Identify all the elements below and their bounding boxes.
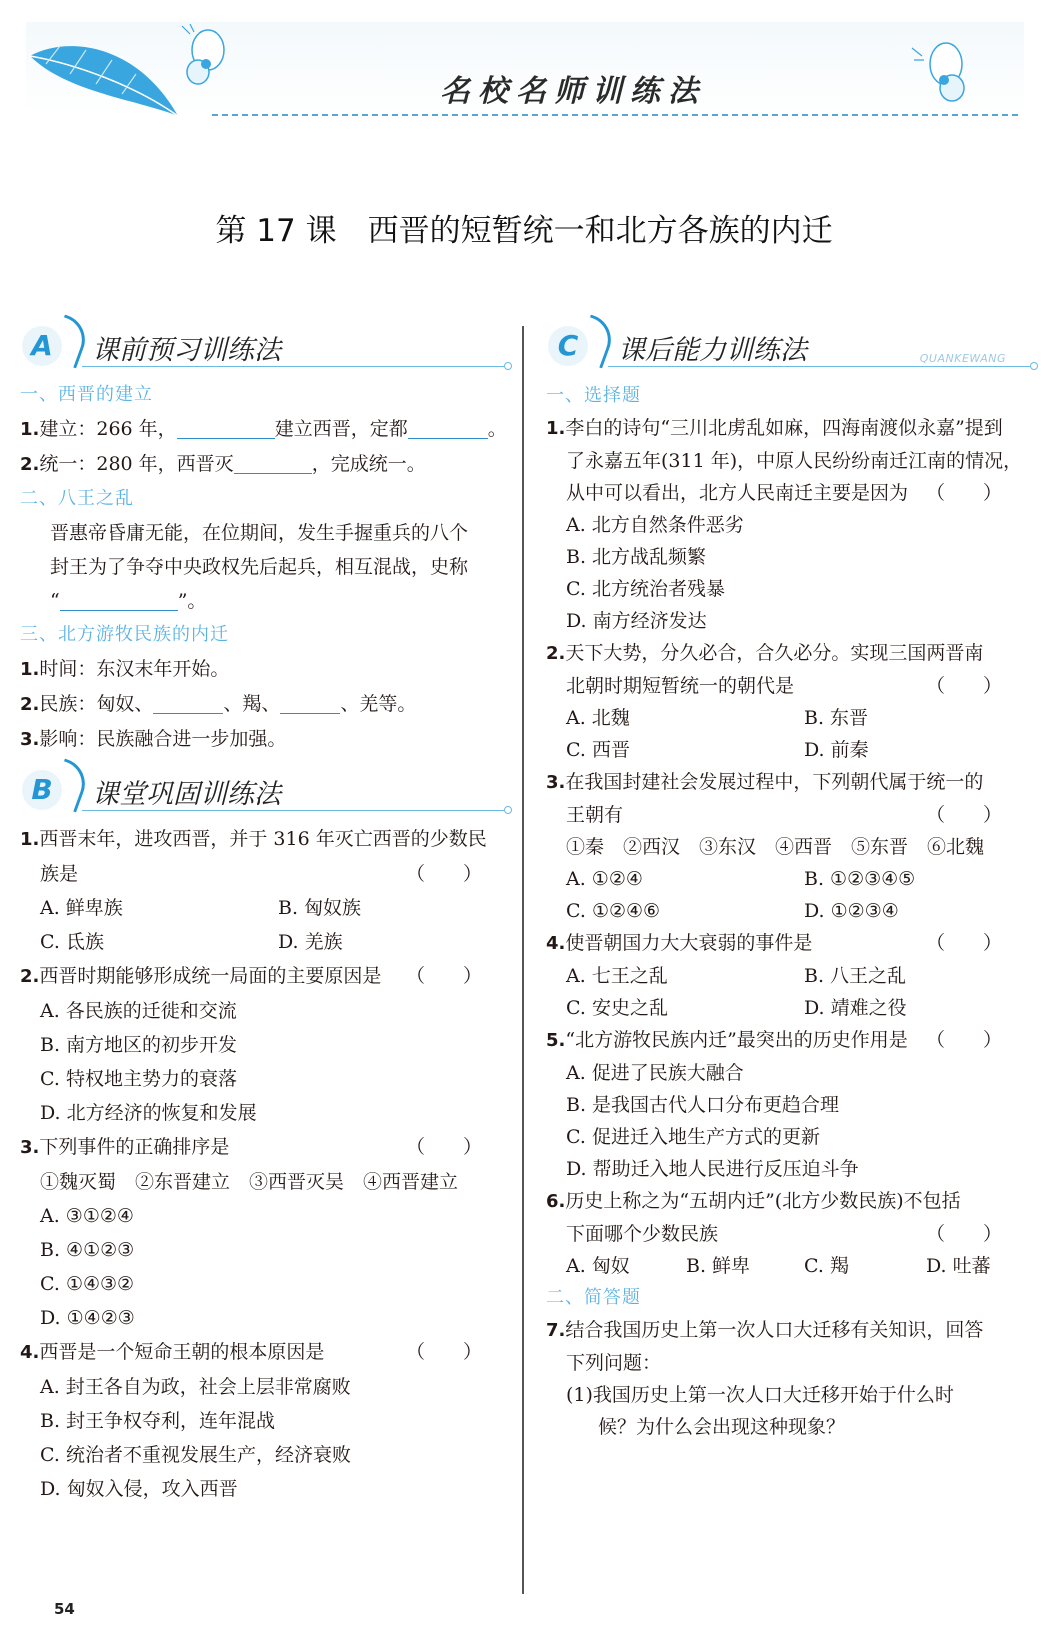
question-number: 2. <box>20 966 40 987</box>
butterfly-icon <box>908 38 978 110</box>
question-text: 、羯、 <box>223 693 281 715</box>
subheading: 二、八王之乱 <box>20 488 134 509</box>
options-row <box>546 960 1024 992</box>
option[interactable]: A. 封王各自为政，社会上层非常腐败 <box>40 1376 351 1398</box>
option[interactable]: C. 氐族 <box>40 931 104 953</box>
question-number: 2. <box>546 643 566 664</box>
question-number: 7. <box>546 1320 566 1341</box>
section-rule <box>82 810 506 811</box>
option[interactable]: D. ①②③④ <box>804 900 899 922</box>
question-text: 族是 <box>40 863 79 885</box>
option[interactable]: A. 北魏 <box>566 707 630 729</box>
question-text: 时间：东汉末年开始。 <box>39 658 230 680</box>
question <box>20 722 510 757</box>
banner-dashed-line <box>212 114 1018 116</box>
question-text: 西晋是一个短命王朝的根本原因是 <box>39 1341 325 1363</box>
badge-arc <box>575 314 618 368</box>
paragraph-line <box>20 584 510 618</box>
question-line <box>546 670 1024 702</box>
section-rule <box>82 366 506 367</box>
question-number: 1. <box>20 829 40 850</box>
question-text: 天下大势，分久必合，合久必分。实现三国两晋南 <box>565 642 984 664</box>
option[interactable]: B. 是我国古代人口分布更趋合理 <box>566 1094 840 1116</box>
question-number: 1. <box>20 659 40 680</box>
subheading: 一、西晋的建立 <box>20 384 153 405</box>
question-text: 下列问题： <box>566 1352 662 1374</box>
question <box>546 1314 1024 1347</box>
options-row <box>20 891 510 925</box>
question <box>546 412 1024 445</box>
section-a-header <box>22 316 512 378</box>
question-text: “北方游牧民族内迁”最突出的历史作用是 <box>565 1029 908 1051</box>
section-c-body <box>546 380 1024 1443</box>
option[interactable]: A. ①②④ <box>566 868 643 890</box>
option[interactable]: B. ④①②③ <box>40 1239 135 1261</box>
question-text: 影响：民族融合进一步加强。 <box>39 728 287 750</box>
section-rule-end <box>504 362 512 370</box>
question <box>20 652 510 687</box>
paragraph-line: 封王为了争夺中央政权先后起兵，相互混战，史称 <box>50 556 469 578</box>
section-a-badge: A <box>22 326 62 366</box>
feather-icon <box>26 34 186 124</box>
question-text: 历史上称之为“五胡内迁”(北方少数民族)不包括 <box>565 1190 961 1212</box>
section-rule-end <box>1030 362 1038 370</box>
question-text: 下列事件的正确排序是 <box>39 1136 230 1158</box>
section-rule-end <box>504 806 512 814</box>
option[interactable]: C. ①④③② <box>40 1273 135 1295</box>
option[interactable]: B. 北方战乱频繁 <box>566 546 707 568</box>
question-number: 3. <box>546 772 566 793</box>
question-number: 1. <box>546 418 566 439</box>
question-text: 结合我国历史上第一次人口大迁移有关知识，回答 <box>565 1319 984 1341</box>
section-c-badge: C <box>548 326 588 366</box>
question-text: 李白的诗句“三川北虏乱如麻，四海南渡似永嘉”提到 <box>565 417 1003 439</box>
section-b-badge: B <box>22 770 62 810</box>
answer-blank[interactable] <box>280 691 340 714</box>
option[interactable]: C. 安史之乱 <box>566 997 668 1019</box>
option[interactable]: C. 西晋 <box>566 739 630 761</box>
subheading: 三、北方游牧民族的内迁 <box>20 624 229 645</box>
option[interactable]: A. 促进了民族大融合 <box>566 1062 744 1084</box>
banner-title: 名校名师训练法 <box>440 74 706 109</box>
question-text: 北朝时期短暂统一的朝代是 <box>566 675 795 697</box>
question-line <box>20 857 510 891</box>
option[interactable]: A. 七王之乱 <box>566 965 668 987</box>
option[interactable]: B. 南方地区的初步开发 <box>40 1034 238 1056</box>
option[interactable]: C. 促进迁入地生产方式的更新 <box>566 1126 820 1148</box>
quote-mark: ”。 <box>177 590 207 612</box>
section-a-title: 课前预习训练法 <box>92 335 281 366</box>
answer-blank[interactable] <box>177 416 275 439</box>
question-text: 民族：匈奴、 <box>39 693 154 715</box>
option[interactable]: C. 特权地主势力的衰落 <box>40 1068 237 1090</box>
question-text: ①秦 ②西汉 ③东汉 ④西晋 ⑤东晋 ⑥北魏 <box>566 836 985 858</box>
question-text: 王朝有 <box>566 804 624 826</box>
question-line <box>546 799 1024 831</box>
option[interactable]: D. ①④②③ <box>40 1307 135 1329</box>
question-text: 西晋时期能够形成统一局面的主要原因是 <box>39 965 382 987</box>
question-number: 2. <box>20 694 40 715</box>
question-text: 从中可以看出，北方人民南迁主要是因为 <box>566 482 909 504</box>
question-text: 在我国封建社会发展过程中，下列朝代属于统一的 <box>565 771 984 793</box>
options-row <box>546 863 1024 895</box>
question-text: 了永嘉五年(311 年)，中原人民纷纷南迁江南的情况， <box>566 450 1023 472</box>
option[interactable]: D. 北方经济的恢复和发展 <box>40 1102 257 1124</box>
question-text: 候？为什么会出现这种现象？ <box>598 1416 846 1438</box>
question-number: 2. <box>20 454 40 475</box>
question-number: 1. <box>20 419 40 440</box>
subheading: 二、简答题 <box>546 1287 641 1308</box>
option[interactable]: B. 匈奴族 <box>278 897 362 919</box>
question-text: 使晋朝国力大大衰弱的事件是 <box>565 932 813 954</box>
answer-parentheses[interactable]: （ ） <box>925 482 1002 504</box>
lesson-title: 第 17 课 西晋的短暂统一和北方各族的内迁 <box>215 213 833 249</box>
option[interactable]: B. 鲜卑 <box>686 1255 751 1277</box>
question-text: 下面哪个少数民族 <box>566 1223 719 1245</box>
quote-mark: “ <box>50 590 60 612</box>
section-a-body <box>20 378 510 757</box>
option[interactable]: A. 鲜卑族 <box>40 897 123 919</box>
answer-parentheses[interactable]: （ ） <box>405 1341 482 1363</box>
watermark: QUANKEWANG <box>919 352 1006 365</box>
option[interactable]: B. 八王之乱 <box>804 965 907 987</box>
answer-parentheses[interactable]: （ ） <box>925 804 1002 826</box>
options-row <box>546 992 1024 1024</box>
option[interactable]: D. 吐蕃 <box>926 1255 991 1277</box>
question <box>20 959 510 994</box>
option[interactable]: D. 羌族 <box>278 931 343 953</box>
section-b-header <box>22 760 512 822</box>
options-row <box>546 702 1024 734</box>
question <box>20 1130 510 1165</box>
answer-parentheses[interactable]: （ ） <box>405 965 482 987</box>
answer-blank[interactable] <box>60 588 178 611</box>
question <box>20 687 510 722</box>
option[interactable]: A. 各民族的迁徙和交流 <box>40 1000 237 1022</box>
badge-arc <box>49 758 92 812</box>
question <box>546 1185 1024 1218</box>
page-number: 54 <box>54 1600 75 1618</box>
question <box>20 822 510 857</box>
badge-arc <box>49 314 92 368</box>
question-number: 6. <box>546 1191 566 1212</box>
question-text: (1)我国历史上第一次人口大迁移开始于什么时 <box>566 1384 954 1406</box>
question-line <box>546 1218 1024 1250</box>
subheading: 一、选择题 <box>546 385 641 406</box>
option[interactable]: A. 匈奴 <box>566 1255 630 1277</box>
option[interactable]: C. ①②④⑥ <box>566 900 661 922</box>
question-text: 建立：266 年， <box>39 418 177 440</box>
answer-parentheses[interactable]: （ ） <box>925 675 1002 697</box>
option[interactable]: C. 北方统治者残暴 <box>566 578 725 600</box>
question <box>546 927 1024 960</box>
question <box>20 412 510 447</box>
question-number: 4. <box>546 933 566 954</box>
options-row <box>546 895 1024 927</box>
paragraph-line: 晋惠帝昏庸无能，在位期间，发生手握重兵的八个 <box>50 522 469 544</box>
question-text: 。 <box>487 418 507 440</box>
question <box>546 1024 1024 1057</box>
question-line <box>546 477 1024 509</box>
question-text: 建立西晋，定都 <box>274 418 408 440</box>
section-c-header <box>548 316 1038 378</box>
options-row <box>20 925 510 959</box>
question-number: 3. <box>20 729 40 750</box>
question <box>20 447 510 482</box>
answer-blank[interactable] <box>153 691 223 714</box>
answer-blank[interactable] <box>408 416 488 439</box>
option[interactable]: A. 北方自然条件恶劣 <box>566 514 744 536</box>
column-divider <box>522 326 524 1594</box>
option[interactable]: B. ①②③④⑤ <box>804 868 916 890</box>
question <box>546 766 1024 799</box>
question-text: 统一：280 年，西晋灭 <box>39 453 234 475</box>
options-row <box>546 1250 1024 1282</box>
answer-parentheses[interactable]: （ ） <box>925 1223 1002 1245</box>
question-text: 、羌等。 <box>340 693 417 715</box>
option[interactable]: A. ③①②④ <box>40 1205 134 1227</box>
answer-parentheses[interactable]: （ ） <box>925 932 1002 954</box>
option[interactable]: D. 匈奴入侵，攻入西晋 <box>40 1478 238 1500</box>
section-b-title: 课堂巩固训练法 <box>92 779 281 810</box>
question-text: 西晋末年，进攻西晋，并于 316 年灭亡西晋的少数民 <box>39 828 487 850</box>
question-text: ，完成统一。 <box>311 453 426 475</box>
section-b-body <box>20 822 510 1506</box>
question-number: 3. <box>20 1137 40 1158</box>
option[interactable]: D. 南方经济发达 <box>566 610 707 632</box>
options-row <box>546 734 1024 766</box>
option[interactable]: D. 前秦 <box>804 739 869 761</box>
question <box>20 1335 510 1370</box>
option[interactable]: D. 靖难之役 <box>804 997 907 1019</box>
option[interactable]: C. 统治者不重视发展生产，经济衰败 <box>40 1444 351 1466</box>
question-text: ①魏灭蜀 ②东晋建立 ③西晋灭吴 ④西晋建立 <box>40 1171 459 1193</box>
question <box>546 637 1024 670</box>
section-rule <box>608 366 1032 367</box>
question-number: 4. <box>20 1342 40 1363</box>
section-c-title: 课后能力训练法 <box>618 335 807 366</box>
question-number: 5. <box>546 1030 566 1051</box>
answer-parentheses[interactable]: （ ） <box>405 863 482 885</box>
answer-parentheses[interactable]: （ ） <box>925 1029 1002 1051</box>
option[interactable]: B. 东晋 <box>804 707 869 729</box>
option[interactable]: C. 羯 <box>804 1255 849 1277</box>
option[interactable]: D. 帮助迁入地人民进行反压迫斗争 <box>566 1158 859 1180</box>
answer-blank[interactable] <box>234 451 312 474</box>
answer-parentheses[interactable]: （ ） <box>405 1136 482 1158</box>
option[interactable]: B. 封王争权夺利，连年混战 <box>40 1410 276 1432</box>
butterfly-icon <box>168 24 238 94</box>
